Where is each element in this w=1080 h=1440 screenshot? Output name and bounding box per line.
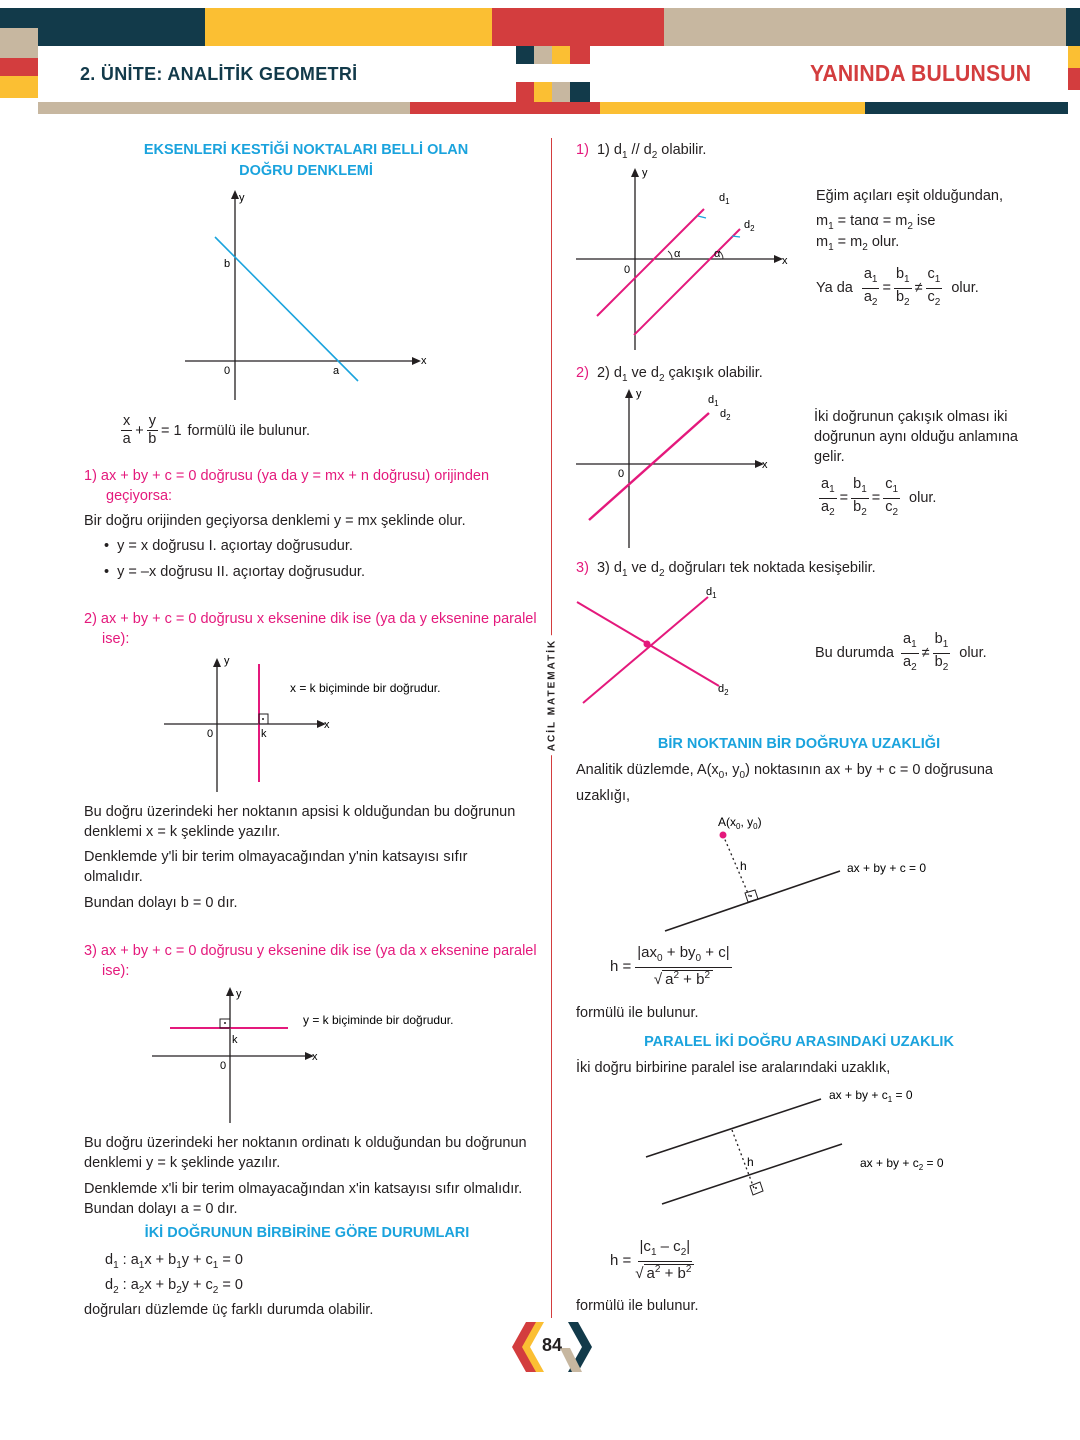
line1-label: ax + by + $c_1 = 0$ bbox=[829, 1088, 913, 1104]
origin-label: 0 bbox=[624, 264, 631, 276]
parallel-text: İki doğru birbirine paralel ise aralarındaki uzaklık, bbox=[576, 1060, 891, 1076]
h-eq: h = bbox=[610, 1251, 632, 1269]
section-heading-positions: İKİ DOĞRUNUN BİRBİRİNE GÖRE DURUMLARI bbox=[144, 1225, 470, 1241]
case3-p2: Denklemde x'li bir terim olmayacağından x'in katsayısı sıfır olmalıdır. Bundan dolayı a = 0 dır. bbox=[84, 1181, 523, 1217]
heading-line: EKSENLERİ KESTİĞİ NOKTALARI BELLİ OLAN bbox=[143, 142, 469, 158]
d2-label: $d_2$ bbox=[720, 408, 731, 422]
point-a-label: $A(x_0$, $y_0$) bbox=[718, 815, 762, 831]
page-number: 84 bbox=[541, 1335, 563, 1355]
bullet-text: y = –x doğrusu II. açıortay doğrusudur. bbox=[117, 564, 365, 580]
case3-title: 3) ax + by + c = 0 doğrusu y eksenine dik ise (ya da x eksenine paralel ise): bbox=[84, 943, 537, 979]
section-heading-parallel-distance: PARALEL İKİ DOĞRU ARASINDAKİ UZAKLIK bbox=[644, 1034, 954, 1050]
axis-label-y: y bbox=[642, 167, 648, 179]
parallel-ratio: Ya da $\frac{a_1}{a_2}$ = $\frac{b_1}{b_2}$ ≠ $\frac{c_1}{c_2}$ olur. bbox=[816, 266, 979, 308]
line-d2 bbox=[634, 229, 740, 335]
parallel-end: formülü ile bulunur. bbox=[576, 1298, 699, 1314]
frac-num: x bbox=[123, 413, 131, 429]
axis-label-y: y bbox=[636, 388, 642, 400]
point-distance-graph bbox=[660, 810, 980, 935]
intercept-formula: $\frac{x}{a}$ + $\frac{y}{b}$ = 1 formülü ile bulunur. bbox=[122, 413, 311, 447]
equation-d1: $d_1$ : $a_1x + b_1y + c_1 = 0$ bbox=[105, 1252, 243, 1271]
spine-text: ACİL MATEMATİK bbox=[547, 635, 558, 755]
alpha-label: α bbox=[674, 248, 681, 260]
origin-label: 0 bbox=[207, 728, 214, 740]
case1-bullet1: • y = x doğrusu I. açıortay doğrusudur. bbox=[104, 538, 353, 554]
line-2 bbox=[662, 1144, 842, 1204]
line-d1 bbox=[583, 597, 708, 703]
line-d1 bbox=[597, 209, 704, 316]
equations-text: doğruları düzlemde üç farklı durumda olabilir. bbox=[84, 1302, 374, 1318]
alpha-label: α bbox=[714, 248, 721, 260]
intercept-a: a bbox=[333, 365, 340, 377]
bu-durumda-text: Bu durumda bbox=[815, 645, 894, 662]
state-text: 2) $d_1$ ve $d_2$ çakışık olabilir. bbox=[596, 365, 763, 384]
frac-num: y bbox=[148, 413, 156, 429]
k-label: k bbox=[261, 728, 267, 740]
axis-label-x: x bbox=[762, 459, 768, 471]
state2-title: 2) 2) $d_1$ ve $d_2$ çakışık olabilir. bbox=[576, 365, 763, 384]
distance-formula: h = $\frac{|ax_0 + by_0 + c|}{√ a^2 + b^2}$ bbox=[610, 944, 730, 988]
axis-label-y: y bbox=[239, 192, 245, 204]
d1-label: $d_1$ bbox=[708, 394, 719, 408]
horizontal-line-graph bbox=[148, 983, 478, 1128]
case2-title: 2) ax + by + c = 0 doğrusu x eksenine dik ise (ya da y eksenine paralel ise): bbox=[84, 611, 537, 647]
slope-note3: $m_1 = m_2$ olur. bbox=[816, 234, 900, 253]
axis-label-y: y bbox=[236, 988, 242, 1000]
graph-note: y = k biçiminde bir doğrudur. bbox=[303, 1013, 454, 1027]
slope-note2: $m_1 = \tan\alpha = m_2$ ise bbox=[816, 213, 936, 232]
coincident-lines-graph bbox=[572, 383, 782, 553]
axis-label-x: x bbox=[421, 355, 427, 367]
axis-label-x: x bbox=[324, 719, 330, 731]
olur-text: olur. bbox=[959, 645, 987, 662]
axis-label-x: x bbox=[312, 1051, 318, 1063]
line2-label: ax + by + $c_2 = 0$ bbox=[860, 1156, 944, 1172]
state1-title: 1) 1) $d_1 // d_2$ olabilir. bbox=[576, 142, 707, 161]
distance-text: Analitik düzlemde, $A(x_0$, $y_0$) noktasının ax + by + c = 0 doğrusuna uzaklığı, bbox=[576, 762, 993, 804]
case2-p1: Bu doğru üzerindeki her noktanın apsisi k olduğundan bu doğrunun denklemi x = k şeklinde yazılır. bbox=[84, 804, 516, 840]
line-1 bbox=[646, 1099, 821, 1157]
line-label: ax + by + c = 0 bbox=[847, 861, 927, 875]
olur-text: olur. bbox=[951, 280, 979, 297]
d2-label: $d_2$ bbox=[718, 683, 729, 697]
case1-title: 1) ax + by + c = 0 doğrusu (ya da y = mx + n doğrusu) orijinden geçiyorsa: bbox=[84, 468, 490, 504]
origin-label: 0 bbox=[220, 1060, 227, 1072]
brand-title: YANINDA BULUNSUN bbox=[810, 60, 1032, 86]
coincident-ratio: $\frac{a_1}{a_2}$ = $\frac{b_1}{b_2}$ = $\frac{c_1}{c_2}$ olur. bbox=[821, 476, 937, 518]
d2-label: $d_2$ bbox=[744, 219, 755, 233]
equation-d2: $d_2$ : $a_2x + b_2y + c_2 = 0$ bbox=[105, 1277, 243, 1296]
d1-label: $d_1$ bbox=[706, 586, 717, 600]
axis-label-x: x bbox=[782, 255, 788, 267]
case3-p1: Bu doğru üzerindeki her noktanın ordinatı k olduğundan bu doğrunun denklemi y = k şeklinde yazılır. bbox=[84, 1135, 527, 1171]
case2-p2: Denklemde y'li bir terim olmayacağından y'nin katsayısı sıfır olmalıdır. bbox=[84, 849, 468, 885]
vertical-line-graph bbox=[160, 652, 480, 797]
state3-title: 3) 3) $d_1$ ve $d_2$ doğruları tek noktada kesişebilir. bbox=[576, 560, 876, 579]
h-label: h bbox=[747, 1155, 754, 1169]
origin-label: 0 bbox=[618, 468, 625, 480]
olur-text: olur. bbox=[909, 490, 937, 507]
intercept-line bbox=[215, 237, 358, 381]
coincident-line bbox=[589, 413, 709, 520]
h-label: h bbox=[740, 859, 747, 873]
heading-line: DOĞRU DENKLEMİ bbox=[239, 163, 373, 179]
axis-label-y: y bbox=[224, 655, 230, 667]
case2-p3: Bundan dolayı b = 0 dır. bbox=[84, 895, 238, 911]
intersection-point bbox=[644, 641, 651, 648]
case1-text: Bir doğru orijinden geçiyorsa denklemi y = mx şeklinde olur. bbox=[84, 513, 466, 529]
ya-da-text: Ya da bbox=[816, 280, 853, 297]
state-text: 1) $d_1 // d_2$ olabilir. bbox=[596, 142, 707, 161]
slope-note1: Eğim açıları eşit olduğundan, bbox=[816, 188, 1003, 204]
point-a bbox=[720, 832, 727, 839]
graph-note: x = k biçiminde bir doğrudur. bbox=[290, 681, 441, 695]
intersect-ratio: Bu durumda $\frac{a_1}{a_2}$ ≠ $\frac{b_1}{b_2}$ olur. bbox=[815, 631, 987, 673]
frac-den: a bbox=[122, 431, 131, 447]
intercept-graph bbox=[175, 185, 435, 410]
origin-label: 0 bbox=[224, 365, 231, 377]
section-heading-point-distance: BİR NOKTANIN BİR DOĞRUYA UZAKLIĞI bbox=[657, 736, 941, 752]
section-heading-intercepts bbox=[90, 140, 522, 182]
formula-text: formülü ile bulunur. bbox=[187, 422, 311, 439]
bullet-text: y = x doğrusu I. açıortay doğrusudur. bbox=[117, 538, 353, 554]
parallel-lines-graph bbox=[572, 160, 797, 355]
coincident-note: İki doğrunun çakışık olması iki doğrunun aynı olduğu anlamına gelir. bbox=[814, 409, 1018, 465]
intersecting-lines-graph bbox=[572, 585, 747, 710]
d1-label: $d_1$ bbox=[719, 192, 730, 206]
state-text: 3) $d_1$ ve $d_2$ doğruları tek noktada kesişebilir. bbox=[596, 560, 876, 579]
formula-eq: = 1 bbox=[160, 422, 182, 439]
h-eq: h = bbox=[610, 957, 632, 975]
parallel-formula: h = $\frac{|c_1 - c_2|}{√ a^2 + b^2}$ bbox=[610, 1238, 694, 1282]
intercept-b: b bbox=[224, 258, 231, 270]
frac-den: b bbox=[148, 431, 157, 447]
unit-title: 2. ÜNİTE: ANALİTİK GEOMETRİ bbox=[80, 64, 358, 84]
case1-bullet2: • y = –x doğrusu II. açıortay doğrusudur. bbox=[104, 564, 365, 580]
parallel-distance-graph bbox=[640, 1082, 980, 1207]
distance-end: formülü ile bulunur. bbox=[576, 1005, 699, 1021]
k-label: k bbox=[232, 1034, 238, 1046]
